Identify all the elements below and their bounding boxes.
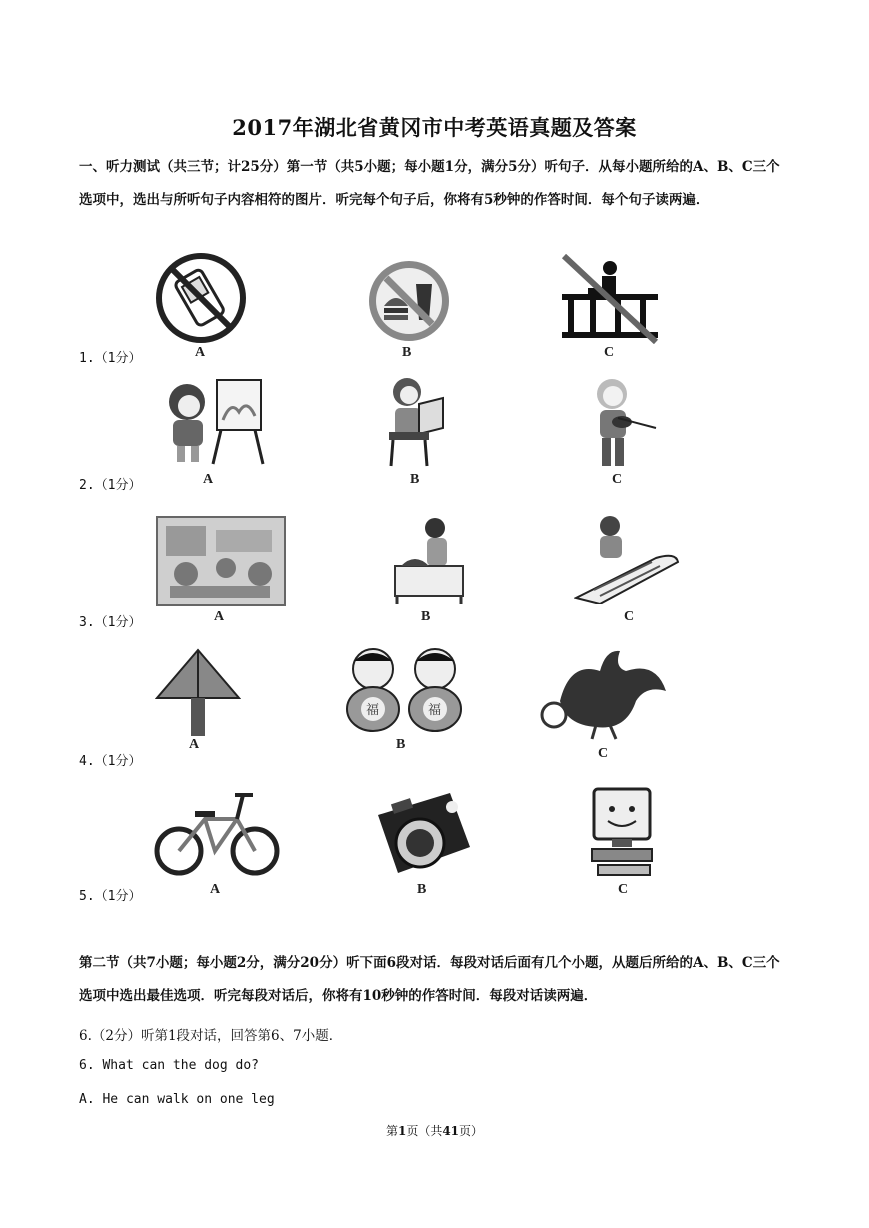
fortune-dolls-icon [342, 647, 466, 733]
footer-middle: 页（共 [406, 1124, 443, 1138]
page-footer [0, 1122, 869, 1139]
q2-option-a-label: A [203, 472, 214, 487]
q3-label: 3.（1分） [79, 615, 142, 630]
q4-option-c-label: C [598, 746, 609, 761]
q2-label: 2.（1分） [79, 478, 142, 493]
rooster-papercut-icon [530, 645, 676, 741]
q5-label: 5.（1分） [79, 889, 142, 904]
q1-label: 1.（1分） [79, 351, 142, 366]
fu-char-right: 福 [428, 703, 442, 718]
q3-option-c-label: C [624, 609, 635, 624]
person-making-bed-icon [393, 516, 465, 606]
q1-option-c-label: C [604, 345, 615, 360]
q5-option-c-label: C [618, 882, 629, 897]
q4-option-b-label: B [396, 737, 406, 752]
q5-option-a-label: A [210, 882, 221, 897]
bicycle-icon [153, 789, 281, 879]
girl-violin-icon [578, 376, 660, 470]
q6-question: 6. What can the dog do? [79, 1058, 260, 1073]
footer-total-pages: 41 [442, 1124, 460, 1138]
no-food-drink-sign-icon [366, 258, 452, 344]
footer-prefix: 第 [385, 1124, 398, 1138]
q1-option-a-label: A [195, 345, 206, 360]
q2-option-b-label: B [410, 472, 420, 487]
q3-option-a-label: A [214, 609, 225, 624]
girl-painting-icon [155, 376, 265, 466]
section2-intro: 第二节（共7小题；每小题2分，满分20分）听下面6段对话．每段对话后面有几个小题，从题后所给的A、B、C三个选项中选出最佳选项．听完每段对话后，你将有10秒钟的作答时间．每段对话读两遍． [79, 955, 780, 1004]
q6-instruction: 6.（2分）听第1段对话，回答第6、7小题． [79, 1028, 343, 1044]
q3-option-b-label: B [421, 609, 431, 624]
q6-option-a: A. He can walk on one leg [79, 1092, 275, 1107]
section1-intro: 一、听力测试（共三节；计25分）第一节（共5小题；每小题1分，满分5分）听句子．从每小题所给的A、B、C三个选项中，选出与所听句子内容相符的图片．听完每个句子后，你将有5秒钟的作答时间．每个句子读两遍． [79, 159, 780, 208]
q5-option-b-label: B [417, 882, 427, 897]
footer-suffix: 页） [459, 1124, 484, 1138]
no-phone-sign-icon [155, 252, 247, 344]
kite-icon [155, 648, 241, 738]
family-scene-icon [156, 516, 286, 606]
q4-option-a-label: A [189, 737, 200, 752]
boy-cleaning-icon [574, 514, 680, 604]
q1-option-b-label: B [402, 345, 412, 360]
page-title: 2017年湖北省黄冈市中考英语真题及答案 [232, 115, 637, 140]
computer-icon [588, 787, 660, 879]
q2-option-c-label: C [612, 472, 623, 487]
fu-char-left: 福 [366, 703, 380, 718]
camera-icon [372, 787, 476, 879]
footer-page-number: 1 [397, 1124, 407, 1138]
q4-label: 4.（1分） [79, 754, 142, 769]
no-climbing-sign-icon [560, 254, 660, 344]
boy-reading-icon [383, 376, 449, 468]
